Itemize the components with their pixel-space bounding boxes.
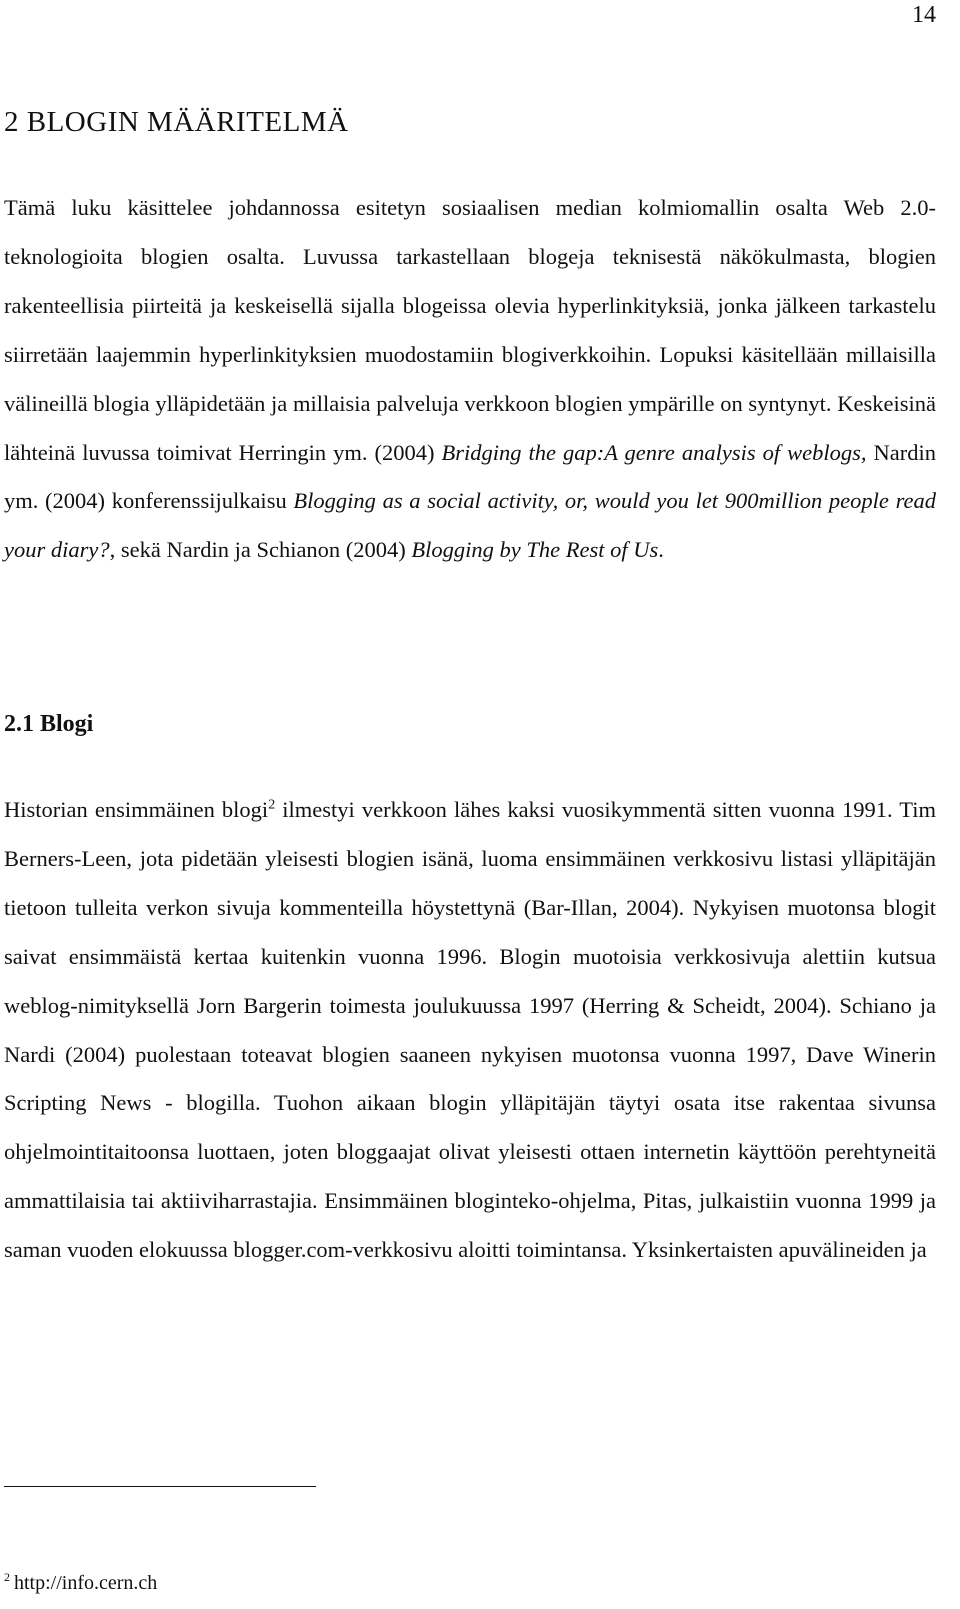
section-heading: 2.1 Blogi [4, 711, 94, 737]
chapter-title: 2 BLOGIN MÄÄRITELMÄ [4, 106, 349, 138]
intro-text-3: , sekä Nardin ja Schianon (2004) [109, 537, 412, 563]
footnote-reference: 2 [268, 797, 276, 813]
page-number: 14 [912, 2, 936, 28]
intro-text-2: Nardin ym. (2004) konferenssijulkaisu [4, 439, 937, 514]
intro-text-4: . [658, 537, 664, 563]
blog-text-2: ilmestyi verkkoon lähes kaksi vuosikymmentä sitten vuonna 1991. Tim Berners-Leen, jota pidetään yleisesti blogien isänä, luoma ensimmäinen verkkosivu listasi ylläpitäjän tietoon tulleita verkon sivuja kommenteilla höystettynä (Bar-Illan, 2004). Nykyisen muotonsa blogit saivat ensimmäistä kertaa kuitenkin vuonna 1996. Blogin muotoisia verkkosivuja alettiin kutsua weblog-nimityksellä Jorn Bargerin toimesta joulukuussa 1997 (Herring & Scheidt, 2004). Schiano ja Nardi (2004) puolestaan toteavat blogien saaneen nykyisen muotonsa vuonna 1997, Dave Winerin Scripting News - blogilla. Tuohon aikaan blogin ylläpitäjän täytyi osata itse rakentaa sivunsa ohjelmointitaitoonsa luottaen, joten bloggaajat olivat yleisesti ottaen internetin käyttöön perehtyneitä ammattilaisia tai aktiiviharrastajia. Ensimmäinen bloginteko-ohjelma, Pitas, julkaistiin vuonna 1999 ja saman vuoden elokuussa blogger.com-verkkosivu aloitti toimintansa. Yksinkertaisten apuvälineiden ja [4, 797, 937, 1263]
citation-title-blogging-by-rest-of-us: Blogging by The Rest of Us [411, 537, 659, 563]
footnote-number: 2 [4, 1570, 10, 1585]
citation-title-bridging-the-gap: Bridging the gap:A genre analysis of weblogs, [441, 439, 867, 465]
footnote-divider [4, 1486, 316, 1487]
intro-paragraph [4, 184, 936, 575]
footnote [4, 1568, 157, 1598]
intro-text-1: Tämä luku käsittelee johdannossa esitetyn sosiaalisen median kolmiomallin osalta Web 2.0-teknologioita blogien osalta. Luvussa tarkastellaan blogeja teknisestä näkökulmasta, blogien rakenteellisia piirteitä ja keskeisellä sijalla blogeissa olevia hyperlinkityksiä, jonka jälkeen tarkastelu siirretään laajemmin hyperlinkityksien muodostamiin blogiverkkoihin. Lopuksi käsitellään millaisilla välineillä blogia ylläpidetään ja millaisia palveluja verkkoon blogien ympärille on syntynyt. Keskeisinä lähteinä luvussa toimivat Herringin ym. (2004) [4, 195, 936, 465]
citation-title-blogging-social-activity: Blogging as a social activity, or, would you let 900million people read your diary? [4, 488, 936, 563]
footnote-url: http://info.cern.ch [14, 1572, 158, 1594]
blog-history-paragraph [4, 786, 936, 1275]
blog-text-1: Historian ensimmäinen blogi [4, 797, 269, 822]
